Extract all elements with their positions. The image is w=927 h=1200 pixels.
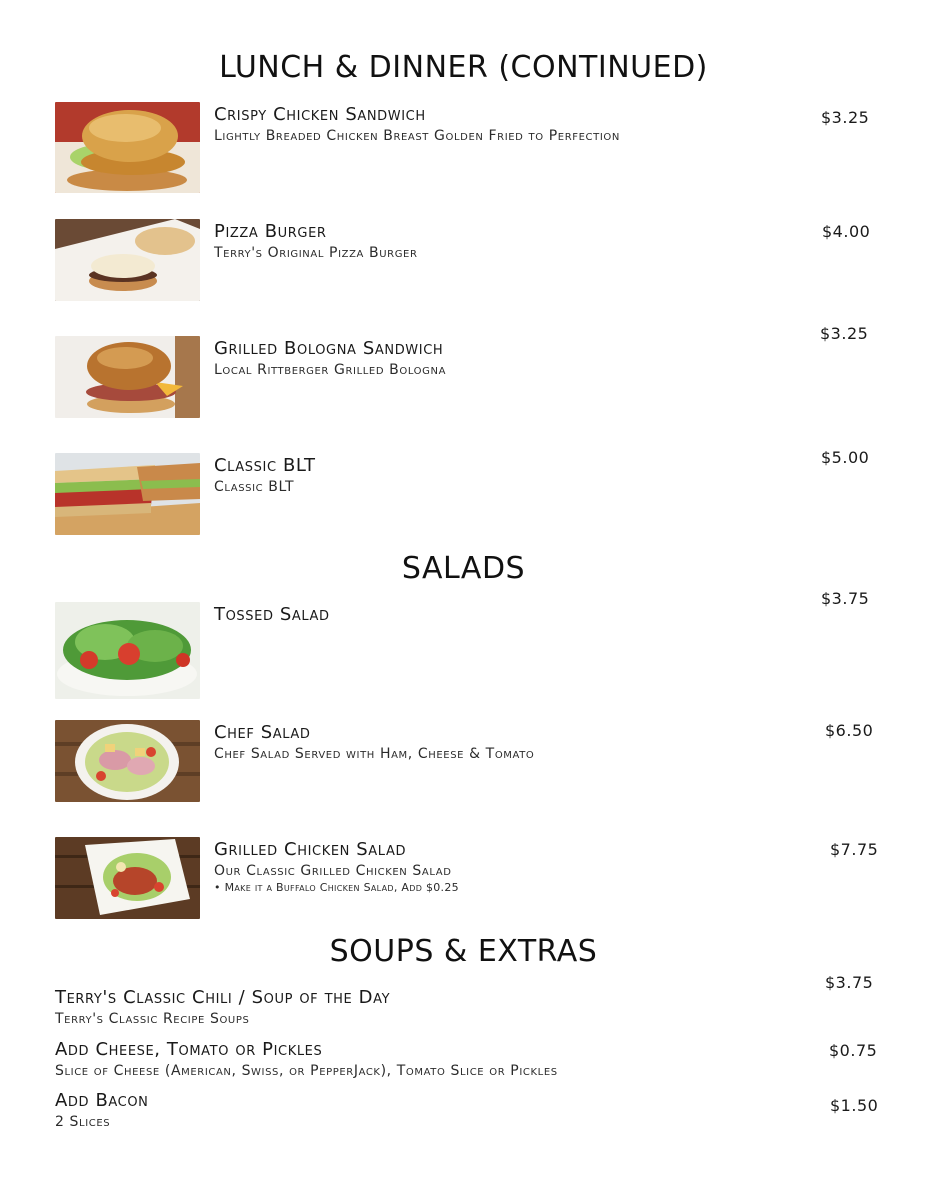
item-price: $7.75 [830,840,879,859]
item-description: Our Classic Grilled Chicken Salad [214,863,452,879]
item-price: $6.50 [825,721,874,740]
classic-blt-photo [55,453,200,535]
item-price: $4.00 [822,222,871,241]
section-title-lunch-dinner: LUNCH & DINNER (CONTINUED) [219,50,708,85]
item-price: $5.00 [821,448,870,467]
item-price: $3.75 [825,973,874,992]
item-price: $1.50 [830,1096,879,1115]
pizza-burger-photo [55,219,200,301]
item-name: Classic BLT [214,455,316,476]
tossed-salad-photo [55,602,200,699]
item-description: Local Rittberger Grilled Bologna [214,362,447,378]
item-price: $3.25 [821,108,870,127]
item-name: Tossed Salad [214,604,330,625]
item-description: Classic BLT [214,479,295,495]
item-description: Terry's Original Pizza Burger [214,245,418,261]
item-name: Terry's Classic Chili / Soup of the Day [55,987,391,1008]
item-price: $0.75 [829,1041,878,1060]
item-note: • Make it a Buffalo Chicken Salad, Add $0.25 [214,881,459,894]
grilled-chicken-salad-photo [55,837,200,919]
crispy-chicken-sandwich-photo [55,102,200,193]
item-description: Terry's Classic Recipe Soups [55,1011,250,1027]
item-description: Slice of Cheese (American, Swiss, or PepperJack), Tomato Slice or Pickles [55,1063,558,1079]
item-name: Add Cheese, Tomato or Pickles [55,1039,323,1060]
item-name: Crispy Chicken Sandwich [214,104,426,125]
item-name: Grilled Bologna Sandwich [214,338,444,359]
item-description: 2 Slices [55,1114,111,1130]
grilled-bologna-sandwich-photo [55,336,200,418]
item-name: Chef Salad [214,722,311,743]
item-name: Grilled Chicken Salad [214,839,407,860]
chef-salad-photo [55,720,200,802]
item-price: $3.75 [821,589,870,608]
section-title-salads: SALADS [401,551,526,586]
item-name: Pizza Burger [214,221,327,242]
item-description: Lightly Breaded Chicken Breast Golden Fried to Perfection [214,128,620,144]
section-title-soups-extras: SOUPS & EXTRAS [329,934,598,969]
item-name: Add Bacon [55,1090,149,1111]
item-price: $3.25 [820,324,869,343]
item-description: Chef Salad Served with Ham, Cheese & Tomato [214,746,535,762]
